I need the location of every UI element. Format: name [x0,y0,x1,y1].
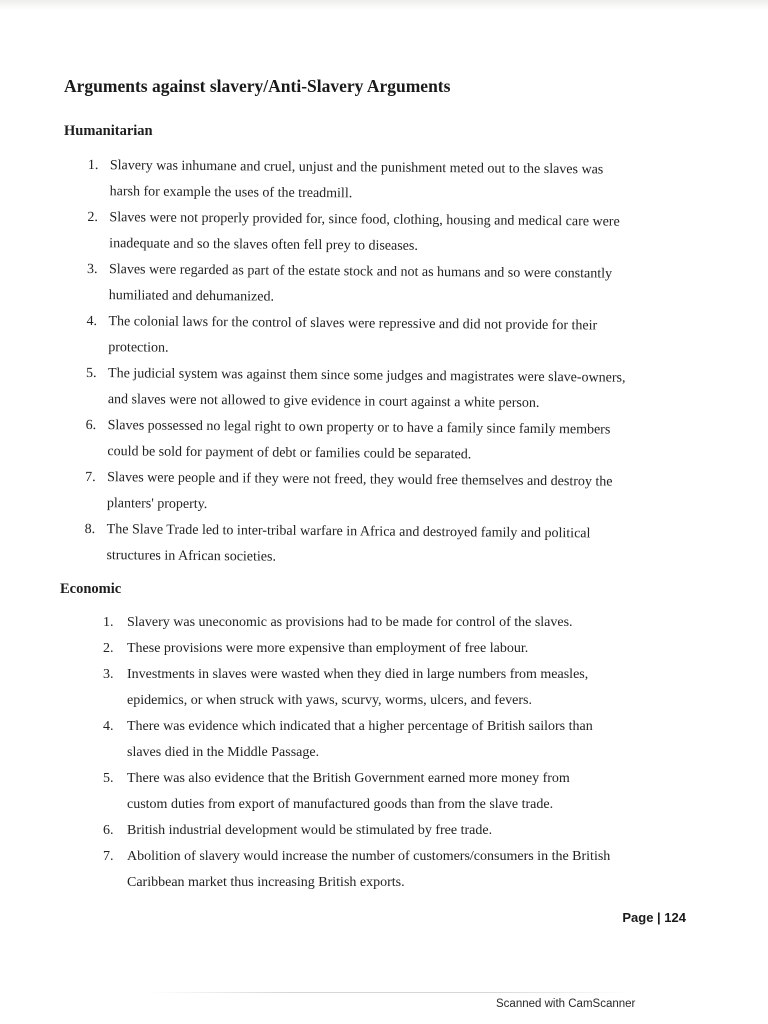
humanitarian-list [84,153,688,574]
item-text: structures in African societies. [106,548,277,565]
item-number: 4. [86,313,98,330]
item-text: could be sold for payment of debt or families could be separated. [107,444,472,463]
item-text: slaves died in the Middle Passage. [127,745,320,760]
list-item [103,818,693,844]
item-text: Slaves were people and if they were not freed, they would free themselves and destroy the [107,470,613,490]
item-text: Slaves were regarded as part of the estate stock and not as humans and so were constantly [108,262,613,282]
item-number: 7. [103,849,114,864]
item-number: 6. [85,417,97,434]
item-number: 5. [86,365,97,382]
item-number: 1. [103,615,114,630]
list-item [88,153,688,210]
item-number: 4. [103,719,114,734]
item-text: Investments in slaves were wasted when they died in large numbers from measles, [127,667,589,682]
item-text: and slaves were not allowed to give evidence in court against a white person. [107,392,540,411]
list-item [103,766,693,818]
item-number: 3. [86,261,98,278]
item-text: humiliated and dehumanized. [108,288,275,305]
list-item [84,517,684,574]
item-number: 2. [103,641,114,656]
item-text: planters' property. [106,496,208,513]
page-title: Arguments against slavery/Anti-Slavery Arguments [64,76,451,96]
item-text: Slaves were not properly provided for, since food, clothing, housing and medical care were [109,210,620,230]
item-number: 5. [103,771,114,786]
item-text: The judicial system was against them since some judges and magistrates were slave-owners, [108,366,626,386]
item-text: Caribbean market thus increasing British exports. [127,875,405,890]
page-number: Page | 124 [622,910,686,925]
item-text: The colonial laws for the control of slaves were repressive and did not provide for their [108,314,598,334]
scanner-watermark: Scanned with CamScanner [496,998,636,1010]
page-bottom-edge [150,992,630,993]
item-text: epidemics, or when struck with yaws, scurvy, worms, ulcers, and fevers. [127,693,532,708]
item-text: protection. [108,340,169,356]
item-text: inadequate and so the slaves often fell prey to diseases. [109,236,418,254]
item-text: There was evidence which indicated that a higher percentage of British sailors than [127,719,593,734]
item-number: 2. [87,209,99,226]
item-text: Abolition of slavery would increase the number of customers/consumers in the British [127,849,611,864]
item-text: Slavery was uneconomic as provisions had to be made for control of the slaves. [127,615,573,630]
list-item [85,465,685,522]
item-text: British industrial development would be stimulated by free trade. [127,823,493,838]
list-item [103,636,693,662]
item-number: 3. [103,667,114,682]
list-item [103,610,693,636]
item-text: There was also evidence that the British Government earned more money from [127,771,570,786]
item-number: 1. [87,157,99,174]
section-heading-humanitarian: Humanitarian [64,123,153,139]
list-item [86,309,686,366]
item-text: These provisions were more expensive than employment of free labour. [127,641,529,656]
list-item [85,413,685,470]
item-text: Slavery was inhumane and cruel, unjust and the punishment meted out to the slaves was [109,158,604,178]
list-item [86,361,686,418]
list-item [87,205,687,262]
list-item [103,714,693,766]
list-item [87,257,687,314]
item-number: 8. [84,521,96,538]
item-text: The Slave Trade led to inter-tribal warfare in Africa and destroyed family and political [106,522,591,542]
item-number: 7. [85,469,96,486]
item-text: harsh for example the uses of the treadmill. [109,184,353,202]
item-number: 6. [103,823,114,838]
section-heading-economic: Economic [60,581,122,597]
item-text: Slaves possessed no legal right to own property or to have a family since family members [107,418,611,438]
scan-edge-shadow [0,0,768,10]
list-item [103,844,693,896]
list-item [103,662,693,714]
item-text: custom duties from export of manufactured goods than from the slave trade. [127,797,554,812]
economic-list [103,610,693,896]
